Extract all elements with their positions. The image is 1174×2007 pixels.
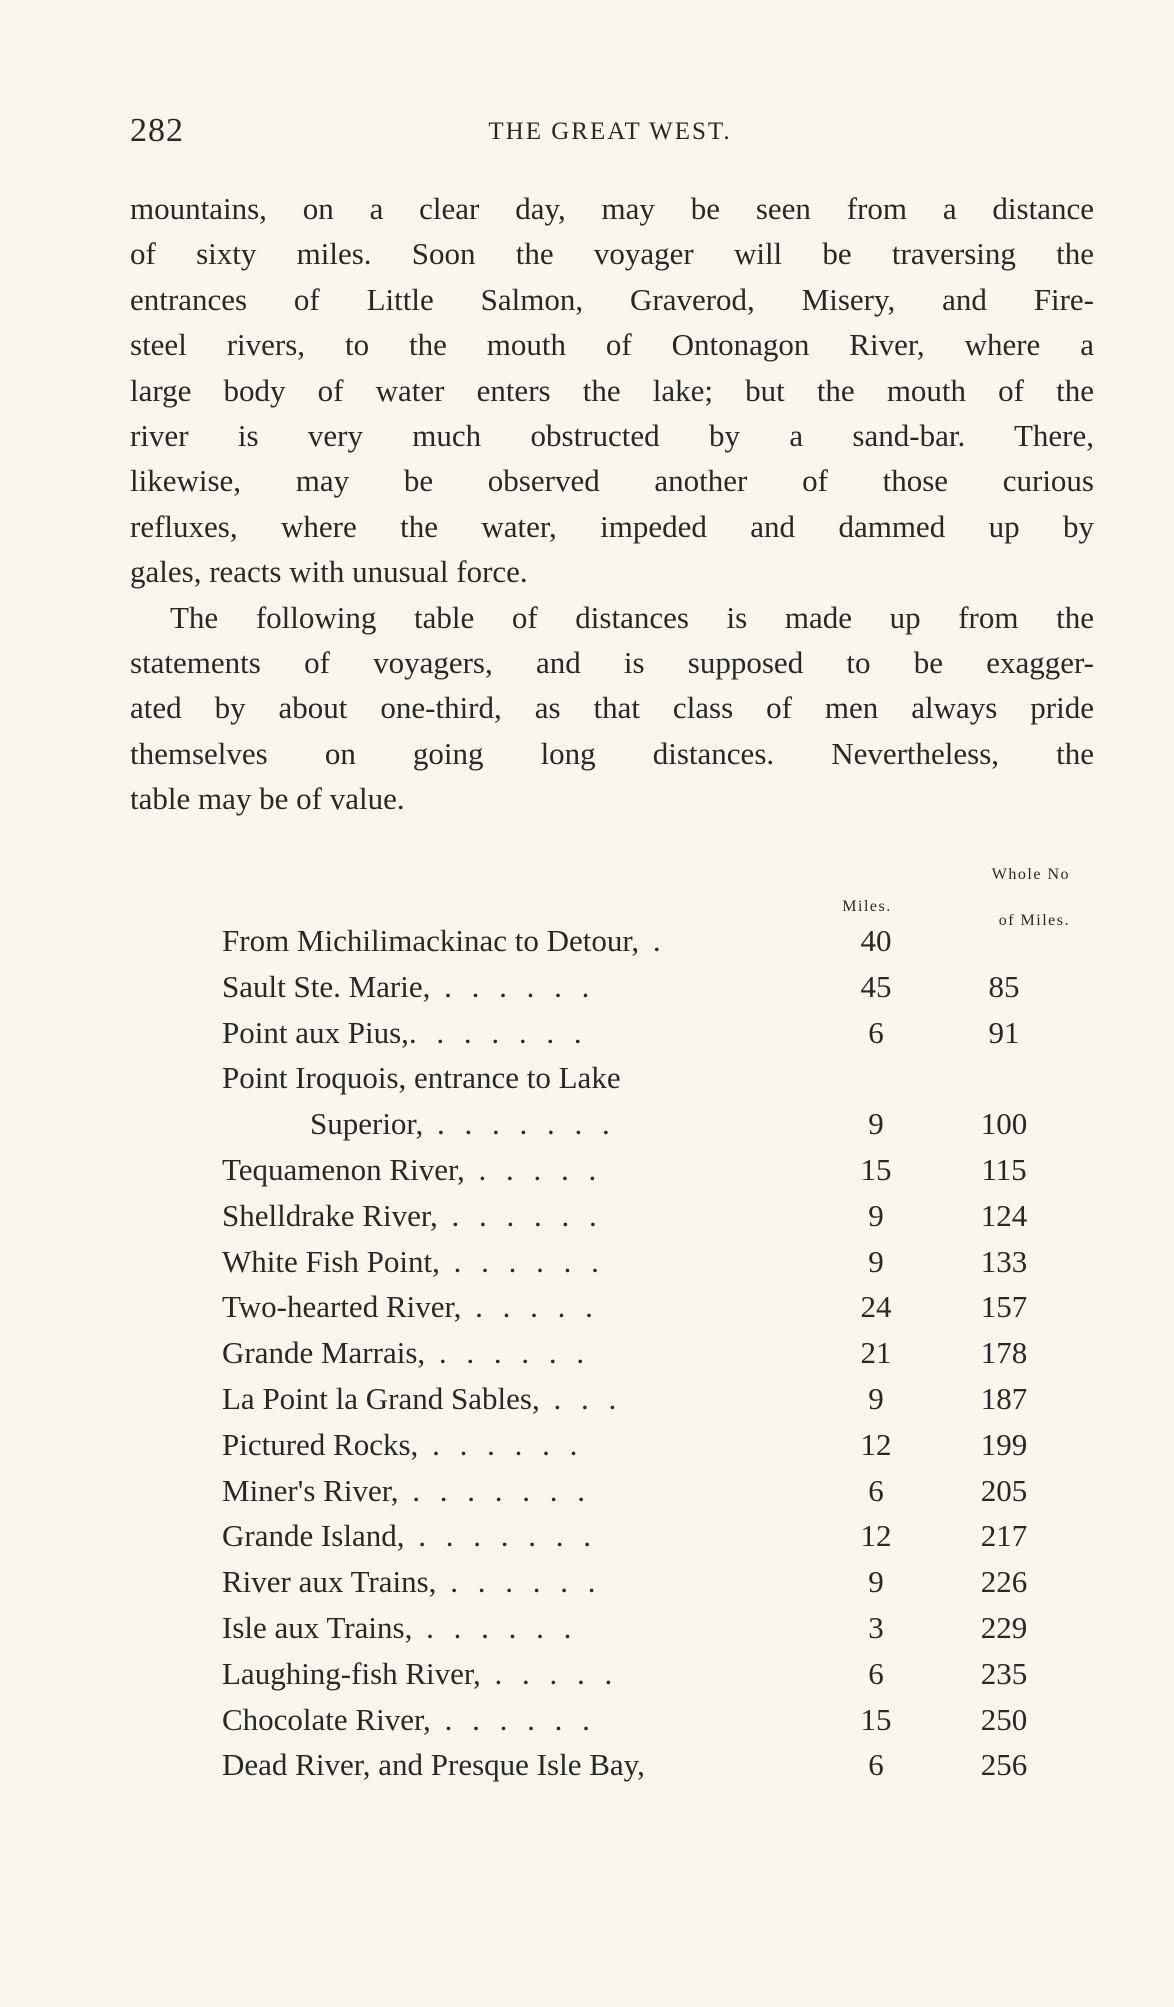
place-name — [222, 964, 816, 1010]
place-name — [222, 1513, 816, 1559]
place-name — [222, 1284, 816, 1330]
place-label: Two-hearted River, — [222, 1289, 462, 1325]
whole-miles-cell: 235 — [980, 1655, 1028, 1691]
place-name — [222, 918, 816, 964]
text-line: likewise, may be observed another of those curious — [130, 463, 1094, 499]
table-row — [222, 1376, 1072, 1422]
whole-miles-cell: 205 — [980, 1472, 1028, 1508]
text-line: steel rivers, to the mouth of Ontonagon River, where a — [130, 327, 1094, 363]
leader-dots: . . . . . . . — [404, 1518, 597, 1554]
whole-miles-cell: 250 — [980, 1701, 1028, 1737]
table-row — [222, 1239, 1072, 1285]
miles-cell: 21 — [860, 1335, 892, 1371]
whole-miles-cell: 187 — [980, 1380, 1028, 1416]
table-row — [222, 918, 1072, 964]
text-line: The following table of distances is made up from the — [170, 599, 1094, 635]
whole-miles-cell: 124 — [980, 1197, 1028, 1233]
miles-cell: 15 — [860, 1151, 892, 1187]
text-line: table may be of value. — [130, 781, 405, 817]
miles-cell: 9 — [868, 1564, 884, 1600]
text-line: of sixty miles. Soon the voyager will be traversing the — [130, 236, 1094, 272]
place-label: Isle aux Trains, — [222, 1609, 413, 1645]
text-line: entrances of Little Salmon, Graverod, Misery, and Fire- — [130, 281, 1094, 317]
miles-cell: 9 — [868, 1197, 884, 1233]
place-label: Superior, — [310, 1106, 424, 1142]
place-name — [222, 1422, 816, 1468]
running-title: THE GREAT WEST. — [488, 118, 732, 145]
whole-miles-cell: 199 — [980, 1426, 1028, 1462]
miles-cell: 9 — [868, 1243, 884, 1279]
table-column-headers — [130, 852, 1094, 929]
place-label: Miner's River, — [222, 1472, 399, 1508]
leader-dots: . . . . . . — [430, 968, 596, 1004]
table-row — [222, 1055, 1072, 1101]
leader-dots: . — [639, 923, 667, 958]
leader-dots: . . . . . . — [418, 1426, 584, 1462]
whole-miles-cell: 115 — [981, 1151, 1027, 1187]
place-label: La Point la Grand Sables, — [222, 1380, 540, 1416]
whole-miles-cell: 178 — [980, 1335, 1028, 1371]
whole-miles-cell: 91 — [988, 1014, 1020, 1050]
place-label: Point aux Pius, — [222, 1014, 409, 1050]
whole-miles-cell: 256 — [980, 1747, 1028, 1783]
place-label: Grande Island, — [222, 1518, 405, 1554]
table-row — [222, 1010, 1072, 1056]
miles-cell: 9 — [868, 1380, 884, 1416]
miles-cell: 45 — [860, 968, 892, 1004]
place-name — [222, 1010, 816, 1056]
place-name — [222, 1055, 816, 1101]
place-label: Pictured Rocks, — [222, 1426, 419, 1462]
table-row — [222, 1284, 1072, 1330]
leader-dots: . . . . . — [461, 1289, 599, 1325]
text-line: gales, reacts with unusual force. — [130, 554, 528, 590]
text-line: river is very much obstructed by a sand-bar. There, — [130, 418, 1094, 454]
text-line: large body of water enters the lake; but the mouth of the — [130, 372, 1094, 408]
miles-cell: 40 — [860, 923, 892, 958]
table-row — [222, 1330, 1072, 1376]
whole-miles-cell: 133 — [980, 1243, 1028, 1279]
whole-miles-cell: 217 — [980, 1518, 1028, 1554]
table-row — [222, 1101, 1072, 1147]
place-name — [222, 1605, 816, 1651]
table-row — [222, 1605, 1072, 1651]
table-row — [222, 964, 1072, 1010]
whole-miles-header-line-2: of Miles. — [998, 912, 1070, 929]
distance-table — [222, 918, 1072, 1788]
whole-miles-cell: 229 — [980, 1609, 1028, 1645]
miles-cell: 6 — [868, 1472, 884, 1508]
place-label: Sault Ste. Marie, — [222, 968, 431, 1004]
miles-cell: 6 — [868, 1747, 884, 1783]
place-label: Laughing-fish River, — [222, 1655, 481, 1691]
table-row — [222, 1422, 1072, 1468]
leader-dots: . . . . . . . — [408, 1014, 588, 1050]
place-label: Chocolate River, — [222, 1701, 431, 1737]
page-number: 282 — [130, 112, 184, 149]
place-name — [222, 1239, 816, 1285]
miles-cell: 24 — [860, 1289, 892, 1325]
miles-column-header: Miles. — [842, 898, 892, 915]
place-name — [222, 1559, 816, 1605]
leader-dots: . . . . . — [480, 1655, 619, 1691]
leader-dots: . . . . . . — [430, 1701, 596, 1737]
miles-cell: 12 — [860, 1518, 892, 1554]
body-text — [130, 186, 1094, 822]
whole-miles-cell: 85 — [988, 968, 1020, 1004]
text-line: refluxes, where the water, impeded and dammed up by — [130, 508, 1094, 544]
place-name — [222, 1742, 816, 1788]
miles-cell: 6 — [868, 1014, 884, 1050]
place-name — [222, 1697, 816, 1743]
whole-miles-cell: 226 — [980, 1564, 1028, 1600]
table-row — [222, 1193, 1072, 1239]
miles-cell: 9 — [868, 1106, 884, 1142]
leader-dots: . . . . . — [464, 1151, 603, 1187]
place-label: From Michilimackinac to Detour, — [222, 923, 640, 958]
miles-cell: 3 — [868, 1609, 884, 1645]
table-row — [222, 1468, 1072, 1514]
place-name — [222, 1651, 816, 1697]
table-row — [222, 1513, 1072, 1559]
place-name — [222, 1147, 816, 1193]
text-line: ated by about one-third, as that class of men always pride — [130, 690, 1094, 726]
miles-cell: 15 — [860, 1701, 892, 1737]
miles-cell: 6 — [868, 1655, 884, 1691]
place-name — [222, 1376, 816, 1422]
leader-dots: . . . — [539, 1380, 623, 1416]
leader-dots: . . . . . . — [437, 1197, 603, 1233]
place-label: Tequamenon River, — [222, 1151, 465, 1187]
table-row — [222, 1147, 1072, 1193]
table-row — [222, 1742, 1072, 1788]
running-head — [130, 112, 1090, 152]
place-label: Point Iroquois, entrance to Lake — [222, 1060, 621, 1096]
table-row — [222, 1559, 1072, 1605]
table-row — [222, 1697, 1072, 1743]
leader-dots: . . . . . . . — [398, 1472, 592, 1508]
paragraph-1 — [130, 186, 1094, 595]
place-name — [222, 1468, 816, 1514]
leader-dots: . . . . . . . — [423, 1106, 616, 1142]
place-label: Shelldrake River, — [222, 1197, 438, 1233]
whole-miles-cell: 100 — [980, 1106, 1028, 1142]
leader-dots: . . . . . . — [412, 1609, 578, 1645]
leader-dots: . . . . . . — [436, 1564, 602, 1600]
text-line: themselves on going long distances. Nevertheless, the — [130, 735, 1094, 771]
paragraph-2 — [130, 595, 1094, 822]
leader-dots: . . . . . . — [425, 1335, 591, 1371]
table-row — [222, 1651, 1072, 1697]
place-label: River aux Trains, — [222, 1564, 437, 1600]
leader-dots: . . . . . . — [439, 1243, 605, 1279]
place-label: White Fish Point, — [222, 1243, 440, 1279]
whole-miles-cell: 157 — [980, 1289, 1028, 1325]
place-name — [310, 1101, 816, 1147]
place-name — [222, 1330, 816, 1376]
place-label: Grande Marrais, — [222, 1335, 426, 1371]
place-name — [222, 1193, 816, 1239]
place-label: Dead River, and Presque Isle Bay, — [222, 1747, 645, 1783]
miles-cell: 12 — [860, 1426, 892, 1462]
text-line: statements of voyagers, and is supposed to be exagger- — [130, 645, 1094, 681]
text-line: mountains, on a clear day, may be seen from a distance — [130, 191, 1094, 226]
whole-miles-header-line-1: Whole No — [991, 866, 1070, 883]
